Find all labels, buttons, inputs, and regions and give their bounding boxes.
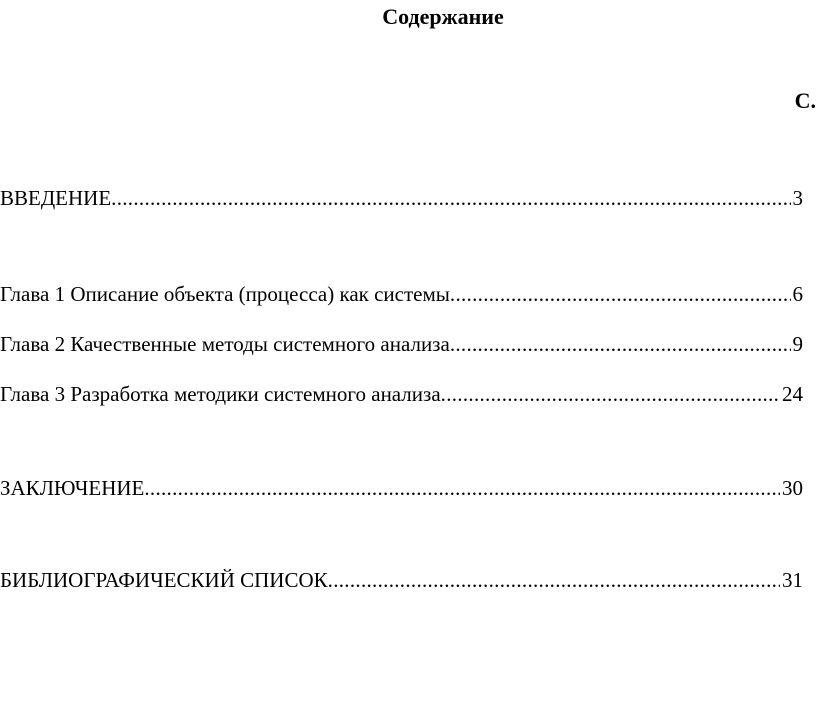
toc-entry-chapter-3[interactable] [0,381,803,407]
toc-dot-leader [450,331,791,357]
toc-entry-title: Глава 3 Разработка методики системного анализа [0,382,441,406]
toc-entry-introduction[interactable] [0,185,803,211]
page-title: Содержание [382,4,504,29]
toc-page-number: 3 [792,186,803,210]
toc-entry-title: Глава 2 Качественные методы системного анализа [0,332,450,356]
toc-page-number: 30 [782,476,803,500]
toc-entry-chapter-2[interactable] [0,331,803,357]
toc-entry-conclusion[interactable] [0,475,803,501]
toc-dot-leader [328,567,780,593]
toc-page-number: 6 [792,282,803,306]
toc-entry-title: ВВЕДЕНИЕ [0,186,112,210]
toc-page-number: 9 [792,332,803,356]
toc-dot-leader [450,281,791,307]
toc-entry-title: Глава 1 Описание объекта (процесса) как системы [0,282,450,306]
toc-entry-bibliography[interactable] [0,567,803,593]
toc-entry-chapter-1[interactable] [0,281,803,307]
toc-dot-leader [111,185,790,211]
toc-entry-title: БИБЛИОГРАФИЧЕСКИЙ СПИСОК [0,568,328,592]
toc-page-number: 31 [782,568,803,592]
page-column-heading: С. [794,88,816,113]
toc-page-number: 24 [782,382,803,406]
toc-dot-leader [441,381,780,407]
toc-entry-title: ЗАКЛЮЧЕНИЕ [0,476,145,500]
toc-dot-leader [144,475,780,501]
